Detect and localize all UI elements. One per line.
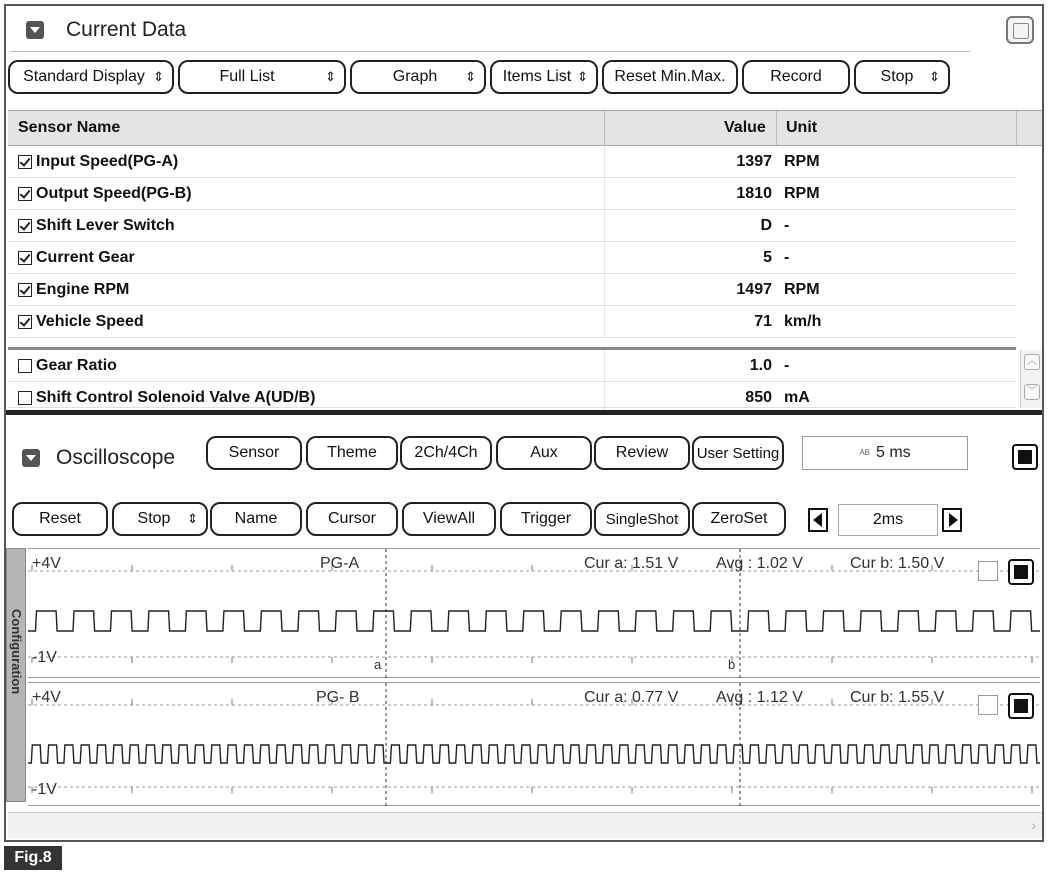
standard-display-label: Standard Display [23,68,145,85]
table-row[interactable] [8,350,1016,382]
full-list-select[interactable] [178,60,346,94]
current-data-header [10,8,970,52]
sensor-label: Sensor [228,444,280,461]
column-separator [604,350,605,382]
stop-label: Stop [880,68,914,85]
sensor-unit: - [784,217,790,234]
collapse-icon[interactable] [22,449,40,467]
sensor-unit: RPM [784,281,820,298]
user-setting-button[interactable] [692,436,784,470]
cursor-button[interactable] [306,502,398,536]
zoom-value: 2ms [872,511,904,528]
table-row[interactable] [8,178,1016,210]
row-checkbox[interactable] [18,219,32,233]
aux-label: Aux [530,444,558,461]
full-list-label: Full List [219,68,275,85]
sensor-unit: mA [784,389,810,406]
sensor-value: 71 [754,313,772,330]
trigger-label: Trigger [520,510,572,527]
updown-arrows-icon: ⇕ [187,511,198,526]
row-checkbox[interactable] [18,283,32,297]
table-header [8,110,1042,146]
zoom-increase-icon[interactable] [942,508,962,532]
sensor-unit: RPM [784,185,820,202]
signal-waveform [28,745,1040,763]
sensor-name: Output Speed(PG-B) [36,185,192,202]
theme-label: Theme [327,444,377,461]
theme-button[interactable] [306,436,398,470]
current-data-title: Current Data [66,17,187,41]
sensor-button[interactable] [206,436,302,470]
sensor-name: Shift Lever Switch [36,217,175,234]
cursor-b-marker: b [728,657,736,672]
reset-min-max-label: Reset Min.Max. [614,68,726,85]
table-row[interactable] [8,306,1016,338]
channel-stop-icon[interactable] [1008,693,1034,719]
updown-arrows-icon: ⇕ [929,69,940,84]
graph-select[interactable] [350,60,486,94]
record-label: Record [770,68,822,85]
unit-header[interactable]: Unit [786,119,818,136]
sensor-unit: RPM [784,153,820,170]
max-voltage-label: +4V [32,689,61,706]
singleshot-button[interactable] [594,502,690,536]
sensor-unit: km/h [784,313,822,330]
sensor-name: Current Gear [36,249,135,266]
cursor-a-readout: Cur a: 1.51 V [584,555,679,572]
table-row[interactable] [8,210,1016,242]
row-checkbox[interactable] [18,359,32,373]
sensor-value: 1497 [736,281,772,298]
sensor-name: Gear Ratio [36,357,117,374]
figure-label: Fig.8 [4,846,62,870]
channel-pg-a-trace[interactable] [28,548,1040,678]
configuration-label: Configuration [9,609,24,695]
column-separator [604,242,605,274]
column-separator [604,146,605,178]
stop-capture-icon[interactable] [1012,444,1038,470]
channel-name-label: PG-A [320,555,360,572]
sensor-value: 850 [745,389,772,406]
sensor-value: 1397 [736,153,772,170]
stop-select[interactable] [854,60,950,94]
reset-min-max-button[interactable] [602,60,738,94]
aux-button[interactable] [496,436,592,470]
sensor-unit: - [784,357,790,374]
oscilloscope-header [6,446,175,470]
sensor-name: Vehicle Speed [36,313,144,330]
signal-waveform [28,611,1040,631]
time-per-div-value: 5 ms [876,444,911,461]
scroll-down-icon[interactable]: ﹀ [1024,384,1040,400]
sensor-name-header[interactable]: Sensor Name [18,119,121,136]
scroll-right-icon[interactable]: › [1031,817,1036,833]
osc-stop-select[interactable] [112,502,208,536]
viewall-label: ViewAll [422,510,476,527]
row-name-cell [18,178,192,210]
row-checkbox[interactable] [18,391,32,405]
max-voltage-label: +4V [32,555,61,572]
column-separator[interactable] [604,111,605,145]
sensor-value: 1.0 [749,357,772,374]
row-checkbox[interactable] [18,251,32,265]
row-name-cell [18,242,135,274]
table-row[interactable] [8,274,1016,306]
row-name-cell [18,210,175,242]
trigger-button[interactable] [500,502,592,536]
row-name-cell [18,350,117,382]
updown-arrows-icon: ⇕ [465,69,476,84]
updown-arrows-icon: ⇕ [577,69,588,84]
column-separator [604,210,605,242]
zoom-display [838,504,938,536]
table-row[interactable] [8,242,1016,274]
updown-arrows-icon: ⇕ [153,69,164,84]
items-list-select[interactable] [490,60,598,94]
scroll-up-icon[interactable]: ︿ [1024,354,1040,370]
column-separator[interactable] [1016,111,1017,145]
configuration-tab[interactable] [6,548,26,802]
graph-label: Graph [392,68,438,85]
column-separator [604,274,605,306]
sensor-unit: - [784,249,790,266]
min-voltage-label: -1V [32,781,57,798]
table-row[interactable] [8,382,1016,408]
row-checkbox[interactable] [18,155,32,169]
channel-mode-button[interactable] [400,436,492,470]
min-voltage-label: -1V [32,649,57,666]
time-scale-icon: AB [859,448,870,457]
row-checkbox[interactable] [18,187,32,201]
sensor-value: 1810 [736,185,772,202]
oscilloscope-title: Oscilloscope [56,446,176,469]
channel-name-label: PG- B [316,689,360,706]
review-button[interactable] [594,436,690,470]
cursor-a-readout: Cur a: 0.77 V [584,689,679,706]
channel-pg-b-trace[interactable] [28,682,1040,806]
row-name-cell [18,274,129,306]
standard-display-select[interactable] [8,60,174,94]
column-separator [604,306,605,338]
channel-checkbox[interactable] [978,561,998,581]
value-header[interactable]: Value [724,119,766,136]
record-button[interactable] [742,60,850,94]
name-label: Name [234,510,278,527]
channel-mode-label: 2Ch/4Ch [414,444,478,461]
sensor-name: Shift Control Solenoid Valve A(UD/B) [36,389,316,406]
review-label: Review [615,444,669,461]
average-readout: Avg : 1.02 V [716,555,803,572]
maximize-button[interactable] [1006,16,1034,44]
horizontal-scrollbar[interactable] [8,812,1042,838]
updown-arrows-icon: ⇕ [325,69,336,84]
zeroset-button[interactable] [692,502,786,536]
items-list-label: Items List [502,68,572,85]
singleshot-label: SingleShot [605,510,679,528]
osc-stop-label: Stop [137,510,171,527]
column-separator[interactable] [776,111,777,145]
sensor-name: Input Speed(PG-A) [36,153,179,170]
zoom-decrease-icon[interactable] [808,508,828,532]
column-separator [604,178,605,210]
user-setting-label: User Setting [696,444,780,462]
row-name-cell [18,306,144,338]
reset-button[interactable] [12,502,108,536]
viewall-button[interactable] [402,502,496,536]
cursor-a-marker: a [374,657,382,672]
cursor-label: Cursor [327,510,376,527]
table-row[interactable] [8,146,1016,178]
channel-stop-icon[interactable] [1008,559,1034,585]
channel-checkbox[interactable] [978,695,998,715]
collapse-icon[interactable] [26,21,44,39]
scan-tool-window [4,4,1044,842]
sensor-table [8,110,1042,408]
zeroset-label: ZeroSet [710,510,768,527]
average-readout: Avg : 1.12 V [716,689,803,706]
cursor-b-readout: Cur b: 1.50 V [850,555,945,572]
sensor-name: Engine RPM [36,281,130,298]
panel-divider[interactable] [6,410,1042,415]
reset-label: Reset [39,510,81,527]
time-per-div-display[interactable] [802,436,968,470]
table-scrollbar[interactable] [1020,350,1042,408]
sensor-value: 5 [763,249,772,266]
row-checkbox[interactable] [18,315,32,329]
cursor-b-readout: Cur b: 1.55 V [850,689,945,706]
row-name-cell [18,146,178,178]
sensor-value: D [760,217,772,234]
name-button[interactable] [210,502,302,536]
